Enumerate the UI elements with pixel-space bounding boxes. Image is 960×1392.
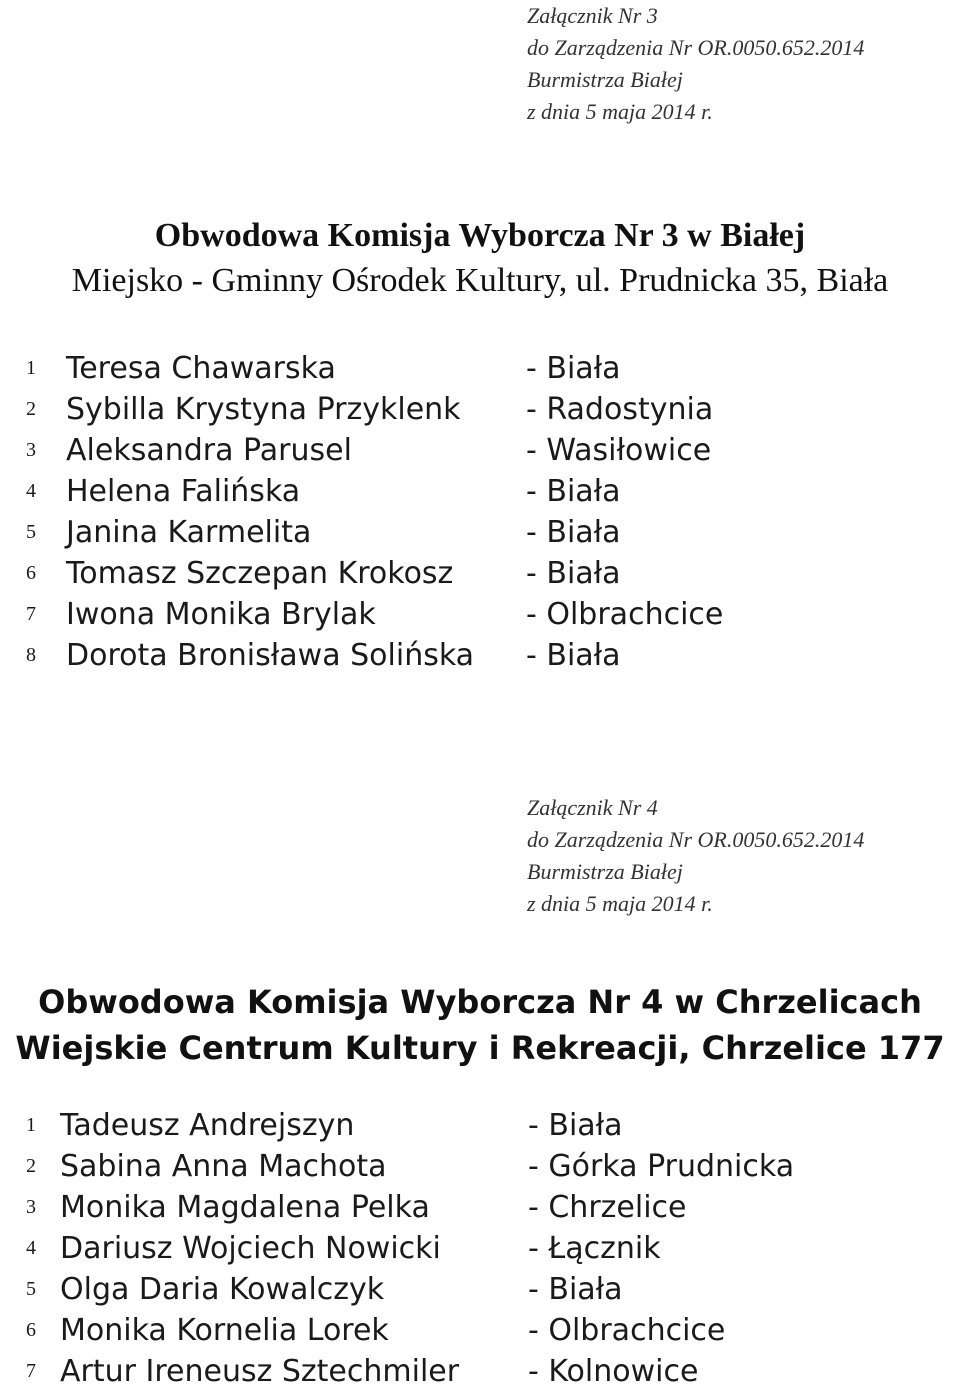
member-place: - Kolnowice xyxy=(528,1354,699,1389)
member-row xyxy=(0,635,960,676)
member-number: 5 xyxy=(26,1278,36,1300)
member-place: - Radostynia xyxy=(526,392,714,427)
member-number: 7 xyxy=(26,1360,36,1382)
member-place: - Chrzelice xyxy=(528,1190,687,1225)
member-number: 5 xyxy=(26,521,36,543)
member-place: - Górka Prudnicka xyxy=(528,1149,795,1184)
member-number: 2 xyxy=(26,1155,36,1177)
annex-regulation: do Zarządzenia Nr OR.0050.652.2014 xyxy=(527,35,865,60)
member-row xyxy=(0,348,960,389)
member-number: 6 xyxy=(26,1319,36,1341)
member-place: - Wasiłowice xyxy=(526,433,712,468)
member-number: 7 xyxy=(26,603,36,625)
member-place: - Olbrachcice xyxy=(528,1313,726,1348)
member-number: 8 xyxy=(26,644,36,666)
member-place: - Olbrachcice xyxy=(526,597,724,632)
member-place: - Biała xyxy=(526,474,621,509)
member-row xyxy=(0,512,960,553)
member-row xyxy=(0,594,960,635)
annex-issuer: Burmistrza Białej xyxy=(527,67,683,92)
annex-regulation: do Zarządzenia Nr OR.0050.652.2014 xyxy=(527,827,865,852)
member-name: Aleksandra Parusel xyxy=(66,433,352,468)
annex-issuer: Burmistrza Białej xyxy=(527,859,683,884)
member-row xyxy=(0,553,960,594)
member-name: Janina Karmelita xyxy=(66,515,312,550)
member-name: Monika Magdalena Pelka xyxy=(60,1190,430,1225)
member-name: Artur Ireneusz Sztechmiler xyxy=(60,1354,460,1389)
member-place: - Łącznik xyxy=(528,1231,661,1266)
commission-address-4: Wiejskie Centrum Kultury i Rekreacji, Chrzelice 177 xyxy=(15,1029,945,1067)
member-place: - Biała xyxy=(526,515,621,550)
annex-title: Załącznik Nr 4 xyxy=(527,795,658,820)
member-list-4 xyxy=(0,1105,960,1392)
member-name: Teresa Chawarska xyxy=(66,351,336,386)
member-name: Iwona Monika Brylak xyxy=(66,597,376,632)
member-name: Tomasz Szczepan Krokosz xyxy=(66,556,454,591)
annex-header-4 xyxy=(527,792,864,920)
member-row xyxy=(0,430,960,471)
member-number: 3 xyxy=(26,439,36,461)
member-name: Monika Kornelia Lorek xyxy=(60,1313,389,1348)
member-name: Dariusz Wojciech Nowicki xyxy=(60,1231,441,1266)
member-row xyxy=(0,1187,960,1228)
member-place: - Biała xyxy=(526,351,621,386)
member-place: - Biała xyxy=(526,638,621,673)
member-row xyxy=(0,471,960,512)
member-place: - Biała xyxy=(528,1272,623,1307)
commission-address-3: Miejsko - Gminny Ośrodek Kultury, ul. Prudnicka 35, Biała xyxy=(71,262,889,299)
annex-date: z dnia 5 maja 2014 r. xyxy=(527,891,713,916)
member-row xyxy=(0,1105,960,1146)
member-row xyxy=(0,1228,960,1269)
member-row xyxy=(0,1351,960,1392)
member-number: 1 xyxy=(26,1114,36,1136)
member-name: Tadeusz Andrejszyn xyxy=(60,1108,355,1143)
member-name: Dorota Bronisława Solińska xyxy=(66,638,475,673)
member-name: Helena Falińska xyxy=(66,474,301,509)
member-number: 6 xyxy=(26,562,36,584)
member-row xyxy=(0,1310,960,1351)
member-name: Sybilla Krystyna Przyklenk xyxy=(66,392,461,427)
member-number: 1 xyxy=(26,357,36,379)
member-place: - Biała xyxy=(526,556,621,591)
annex-title: Załącznik Nr 3 xyxy=(527,3,658,28)
member-name: Sabina Anna Machota xyxy=(60,1149,387,1184)
member-row xyxy=(0,1146,960,1187)
member-row xyxy=(0,389,960,430)
annex-date: z dnia 5 maja 2014 r. xyxy=(527,99,713,124)
member-name: Olga Daria Kowalczyk xyxy=(60,1272,385,1307)
annex-header-3 xyxy=(527,0,864,128)
member-number: 3 xyxy=(26,1196,36,1218)
member-list-3 xyxy=(0,348,960,676)
member-place: - Biała xyxy=(528,1108,623,1143)
commission-title-4: Obwodowa Komisja Wyborcza Nr 4 w Chrzelicach xyxy=(38,983,922,1021)
member-number: 2 xyxy=(26,398,36,420)
member-number: 4 xyxy=(26,1237,36,1259)
member-row xyxy=(0,1269,960,1310)
member-number: 4 xyxy=(26,480,36,502)
commission-title-3: Obwodowa Komisja Wyborcza Nr 3 w Białej xyxy=(154,217,806,254)
